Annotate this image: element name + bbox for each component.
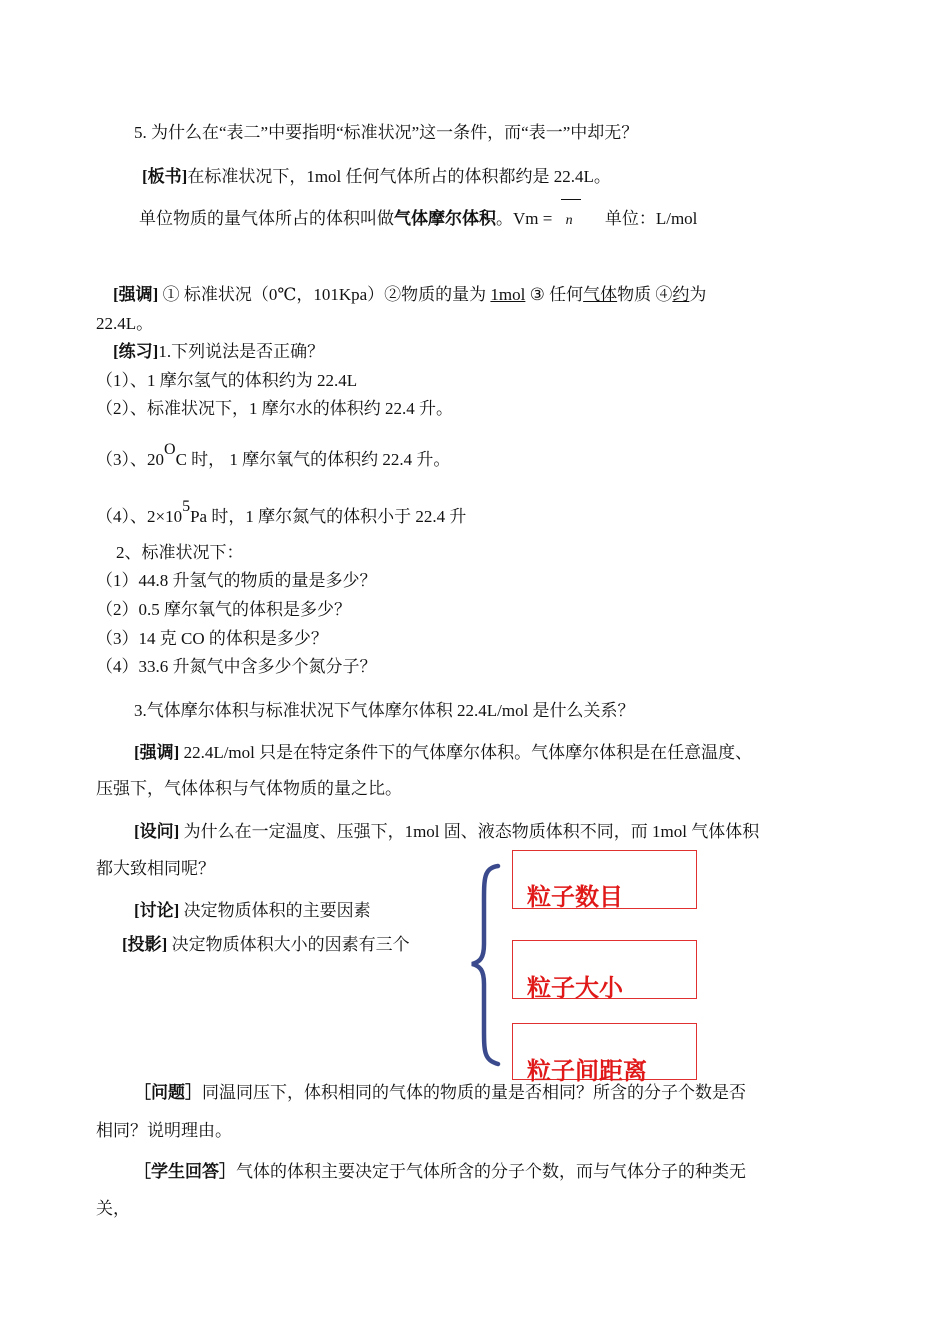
- question-2-item-1: （1）44.8 升氢气的物质的量是多少？: [96, 571, 377, 590]
- emphasis-1-tag: [强调]: [113, 285, 159, 304]
- answer-text: 气体的体积主要决定于气体所含的分子个数，而与气体分子的种类无: [236, 1162, 746, 1181]
- emphasis-1-part4: 为: [689, 285, 707, 304]
- discussion-tag: [讨论]: [134, 901, 180, 920]
- curly-brace-icon: [468, 862, 508, 1068]
- factor-label-3: 粒子间距离: [527, 1057, 647, 1085]
- emphasis-2-text: 22.4L/mol 只是在特定条件下的气体摩尔体积。气体摩尔体积是在任意温度、: [179, 743, 753, 762]
- board-line: [142, 166, 611, 188]
- discussion-line: [134, 900, 371, 922]
- question-set-tag: [设问]: [134, 822, 180, 841]
- emphasis-1-underline3: 约: [672, 285, 690, 304]
- definition-term: 气体摩尔体积: [394, 209, 496, 228]
- board-tag: [板书]: [142, 167, 188, 186]
- exercise-item-4: [96, 498, 467, 529]
- answer-line2: 关，: [96, 1199, 130, 1218]
- emphasis-1-underline1: 1mol: [490, 285, 526, 304]
- emphasis-2-tag: [强调]: [134, 743, 180, 762]
- emphasis-1-underline2: 气体: [583, 285, 618, 304]
- exercise-line: [113, 341, 324, 363]
- emphasis-1-part3: 物质 ④: [617, 285, 673, 304]
- emphasis-1-line: [113, 284, 706, 306]
- question-5: 5. 为什么在“表二”中要指明“标准状况”这一条件，而“表一”中却无？: [134, 123, 639, 142]
- emphasis-1-line2: 22.4L。: [96, 314, 154, 333]
- factor-label-2: 粒子大小: [527, 974, 623, 1002]
- question-set-line1: [134, 821, 759, 843]
- exercise-tag: [练习]: [113, 342, 159, 361]
- definition-line: [139, 208, 697, 231]
- question-set-line2: 都大致相同呢？: [96, 859, 215, 878]
- item-4-part-a: （4）、2×10: [96, 507, 183, 526]
- problem-line1: [134, 1082, 746, 1104]
- item-4-superscript: 5: [182, 498, 191, 515]
- item-3-part-a: （3）、20: [96, 450, 164, 469]
- emphasis-1-part2: ③ 任何: [525, 285, 584, 304]
- formula-fraction: [557, 209, 587, 231]
- emphasis-2-line1: [134, 742, 752, 764]
- emphasis-1-part1: ① 标准状况（0℃，101Kpa）②物质的量为: [158, 285, 491, 304]
- exercise-item-1: （1）、1 摩尔氢气的体积约为 22.4L: [96, 371, 358, 390]
- definition-formula: 。Vm =: [496, 209, 553, 228]
- question-set-text: 为什么在一定温度、压强下，1mol 固、液态物质体积不同，而 1mol 气体体积: [179, 822, 760, 841]
- item-4-part-b: Pa 时，1 摩尔氮气的体积小于 22.4 升: [190, 507, 467, 526]
- board-text: 在标准状况下，1mol 任何气体所占的体积都约是 22.4L。: [187, 167, 611, 186]
- exercise-item-2: （2）、标准状况下，1 摩尔水的体积约 22.4 升。: [96, 399, 453, 418]
- fraction-bar: [561, 199, 581, 200]
- item-3-superscript: O: [164, 441, 176, 458]
- discussion-text: 决定物质体积的主要因素: [179, 901, 371, 920]
- question-3: 3.气体摩尔体积与标准状况下气体摩尔体积 22.4L/mol 是什么关系？: [134, 701, 635, 720]
- definition-unit: 单位：L/mol: [604, 209, 698, 228]
- problem-tag: ［问题］: [134, 1083, 202, 1102]
- question-2-title: 2、标准状况下：: [116, 543, 244, 562]
- fraction-denominator: n: [565, 213, 573, 229]
- emphasis-2-line2: 压强下，气体体积与气体物质的量之比。: [96, 779, 402, 798]
- answer-tag: ［学生回答］: [134, 1162, 236, 1181]
- answer-line1: [134, 1161, 746, 1183]
- question-2-item-2: （2）0.5 摩尔氧气的体积是多少？: [96, 600, 351, 619]
- question-2-item-4: （4）33.6 升氮气中含多少个氮分子？: [96, 657, 377, 676]
- exercise-item-3: [96, 441, 451, 472]
- problem-line2: 相同？说明理由。: [96, 1121, 232, 1140]
- item-3-part-b: C 时， 1 摩尔氧气的体积约 22.4 升。: [175, 450, 451, 469]
- projection-line: [122, 934, 410, 956]
- problem-text: 同温同压下，体积相同的气体的物质的量是否相同？所含的分子个数是否: [202, 1083, 746, 1102]
- exercise-text: 1.下列说法是否正确？: [158, 342, 325, 361]
- factor-label-1: 粒子数目: [527, 883, 623, 911]
- projection-tag: [投影]: [122, 935, 168, 954]
- question-2-item-3: （3）14 克 CO 的体积是多少？: [96, 629, 328, 648]
- projection-text: 决定物质体积大小的因素有三个: [167, 935, 410, 954]
- definition-pre: 单位物质的量气体所占的体积叫做: [139, 209, 394, 228]
